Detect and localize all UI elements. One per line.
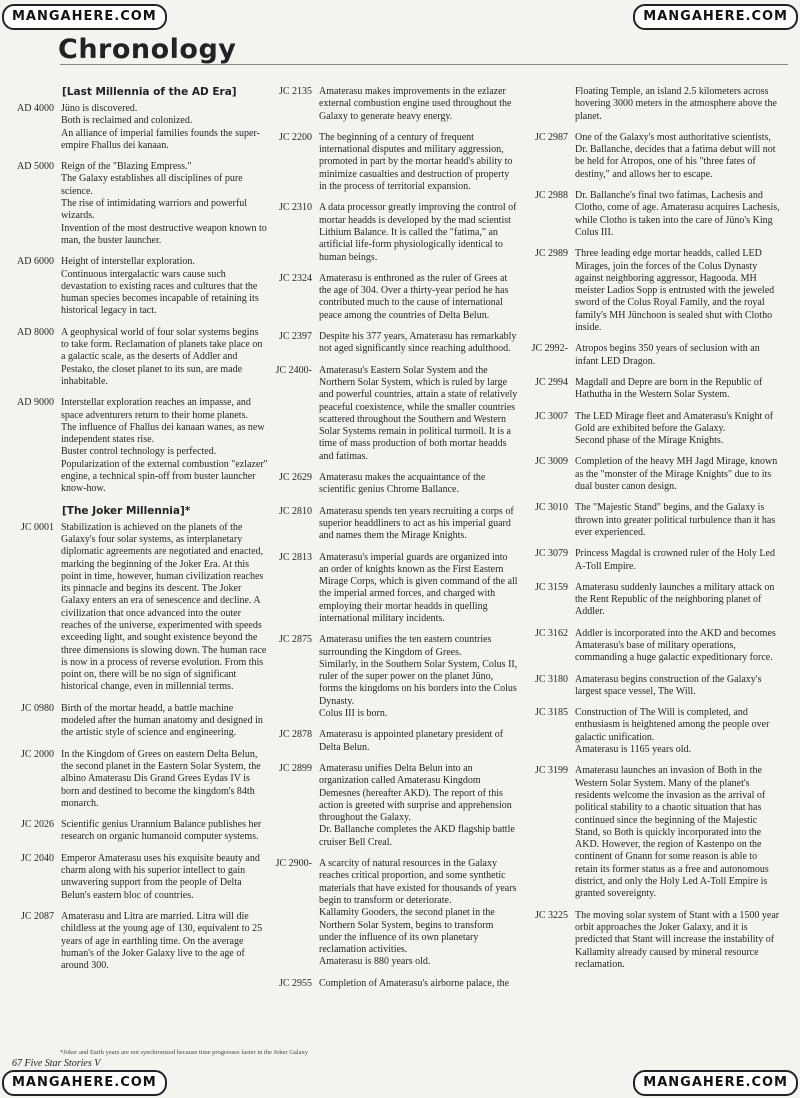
entry-text: Amaterasu and Litra are married. Litra will die childless at the young age of 130, equivalent to 25 years of age in earthling time. On the average human's of the Joker Galaxy live to the age of around 300. (61, 910, 263, 972)
timeline-entry (10, 819, 268, 844)
timeline-entry (524, 377, 782, 402)
entry-text: Jüno is discovered. Both is reclaimed and colonized. An alliance of imperial families founds the super-empire Fhallus dei kanaan. (61, 103, 260, 151)
entry-text: Princess Magdal is crowned ruler of the Holy Led A-Toll Empire. (575, 548, 775, 572)
entry-text: Amaterasu makes improvements in the ezlazer external combustion engine used throughout the Galaxy to generate heavy energy. (319, 86, 512, 122)
entry-year: JC 2324 (278, 272, 312, 284)
entry-year: AD 9000 (17, 397, 54, 409)
entry-year: JC 3007 (534, 410, 568, 422)
timeline-entry (268, 978, 518, 990)
chronology-column-right (524, 86, 782, 980)
entry-text: Amaterasu makes the acquaintance of the scientific genius Chrome Ballance. (319, 472, 486, 496)
entry-year: JC 2899 (278, 762, 312, 774)
timeline-entry (524, 548, 782, 573)
entry-text: Three leading edge mortar headds, called LED Mirages, join the forces of the Colus Dynasty against neighboring aggressor, Hagooda. MH meister Ladios Sopp is entrusted with the jeweled sword of the Colus Royal Family, and the royal family's MH Jünchoon is sealed shut with Clotho inside. (575, 248, 775, 334)
section-heading: [Last Millennia of the AD Era] (62, 86, 237, 98)
timeline-entry (268, 86, 518, 123)
entry-year: JC 3010 (534, 502, 568, 514)
entry-year: JC 2987 (534, 131, 568, 143)
timeline-entry (524, 582, 782, 619)
entry-text: Completion of the heavy MH Jagd Mirage, known as the "monster of the Mirage Knights" due to its dual buster canon design. (575, 456, 778, 493)
watermark: MANGAHERE.COM (2, 1070, 167, 1096)
entry-text: Scientific genius Urannium Balance publishes her research on organic humanoid computer systems. (61, 819, 262, 843)
entry-year: JC 2397 (278, 331, 312, 343)
entry-text: Interstellar exploration reaches an impasse, and space adventurers return to their home planets. The influence of Fhallus dei kanaan wanes, as new independent states rise. Buster control technology is perfected. Popularization of the external combustion "ezlazer" engine, a technical spin-off from buster launcher know-how. (61, 397, 268, 495)
timeline-entry (268, 472, 518, 497)
page-title: Chronology (58, 34, 237, 65)
watermark: MANGAHERE.COM (633, 1070, 798, 1096)
entry-year: JC 0980 (20, 702, 54, 714)
timeline-entry (10, 397, 268, 495)
entry-text: Magdall and Depre are born in the Republic of Hathutha in the Western Solar System. (575, 376, 763, 401)
timeline-entry (524, 674, 782, 699)
footnote: *Joker and Earth years are not synchronized because time progresses faster in the Joker Galaxy (60, 1049, 308, 1056)
timeline-entry (524, 132, 782, 181)
entry-year: JC 2200 (278, 131, 312, 143)
section-heading: [The Joker Millennia]* (62, 504, 191, 517)
timeline-entry (10, 749, 268, 810)
entry-text: In the Kingdom of Grees on eastern Delta Belun, the second planet in the Eastern Solar System, the albino Amaterasu Dis Grand Grees Eydas IV is born and destined to become the kingdom's 84th monarch. (61, 748, 261, 809)
entry-year: JC 3009 (534, 456, 568, 468)
timeline-entry (10, 911, 268, 972)
entry-text: Height of interstellar exploration. Continuous intergalactic wars cause such devastation to existing races and cultures that the human species becomes incapable of retaining its historical legacy in tact. (61, 256, 259, 317)
timeline-entry (524, 765, 782, 900)
entry-year: JC 2000 (20, 748, 54, 760)
entry-text: Construction of The Will is completed, and enthusiasm is heightened among the people over galactic unification. Amaterasu is 1165 years old. (575, 707, 770, 756)
entry-text: A geophysical world of four solar systems begins to take form. Reclamation of planets take place on a galactic scale, as the deserts of Addler and Pestako, the closet planet to its sun, are made inhabitable. (61, 326, 263, 387)
entry-text: Stabilization is achieved on the planets of the Galaxy's four solar systems, as interplanetary diplomatic agreements are negotiated and enacted, marking the beginning of the Joker Era. At this point in time, however, human civilization reaches its pinnacle and begins its descent. The Joker Galaxy enters an era of senescence and decline. A civilization that once advanced into the outer reaches of the universe, experimented with speeds exceeding light, and sought existence beyond the three dimensions is slowing down. The human race is now in a process of reverse evolution. From this point on, there will be no sign of significant historical change, even in millennial terms. (61, 521, 267, 693)
entry-text: A data processor greatly improving the control of mortar headds is developed by the mad scientist Lithium Balance. It is called the "fatima," an artificial life-form physiologically identical to human beings. (319, 202, 517, 263)
timeline-entry (10, 522, 268, 694)
entry-text: A scarcity of natural resources in the Galaxy reaches critical proportion, and some synthetic materials that have existed for thousands of years begin to transform or deteriorate. Kallamity Gooders, the second planet in the Northern Solar System, begins to transform under the influence of its own planetary reclamation activities. Amaterasu is 880 years old. (319, 858, 517, 968)
entry-year: JC 3162 (534, 627, 568, 639)
entry-text: Birth of the mortar headd, a battle machine modeled after the human anatomy and designed in the artistic style of science and engineering. (61, 702, 263, 739)
entry-text: Reign of the "Blazing Empress." The Galaxy establishes all disciplines of pure science. The rise of intimidating warriors and powerful wizards. Invention of the most destructive weapon known to man, the buster launcher. (61, 161, 267, 246)
entry-text: Completion of Amaterasu's airborne palace, the (319, 977, 510, 989)
entry-text: The beginning of a century of frequent international disputes and military aggression, promoted in part by the mortar headd's ability to minimize casualties and destruction of property in the process of territorial expansion. (319, 131, 513, 193)
timeline-entry (10, 256, 268, 317)
timeline-entry (10, 103, 268, 152)
entry-year: AD 5000 (17, 161, 54, 173)
entry-year: JC 3079 (534, 548, 568, 560)
entry-text: The "Majestic Stand" begins, and the Galaxy is thrown into greater political turbulence than it has ever experienced. (575, 502, 776, 538)
entry-year: JC 2040 (20, 852, 54, 864)
timeline-entry (524, 248, 782, 334)
entry-year: JC 2400- (275, 364, 312, 376)
entry-year: JC 2878 (278, 729, 312, 741)
entry-year: AD 6000 (17, 256, 54, 268)
timeline-entry (268, 552, 518, 626)
timeline-entry (10, 703, 268, 740)
entry-year: JC 3180 (534, 673, 568, 685)
entry-text: Amaterasu is enthroned as the ruler of Grees at the age of 304. Over a thirty-year period he has contributed much to the cause of international peace among the countries of Delta Belun. (319, 272, 509, 321)
entry-text: The LED Mirage fleet and Amaterasu's Knight of Gold are exhibited before the Galaxy. Second phase of the Mirage Knights. (575, 410, 774, 447)
entry-year: JC 2813 (278, 551, 312, 563)
entry-text: Amaterasu is appointed planetary president of Delta Belun. (319, 729, 504, 753)
entry-year: JC 2087 (20, 910, 54, 922)
entry-text: Addler is incorporated into the AKD and becomes Amaterasu's base of military operations, commanding a huge galactic expeditionary force. (575, 627, 776, 664)
entry-year: JC 3159 (534, 581, 568, 593)
entry-text: Amaterasu's Eastern Solar System and the Northern Solar System, which is ruled by large and powerful countries, attain a state of relatively peaceful coexistence, while the smaller countries scattered throughout the Southern and Western Solar Systems remain in political turmoil. It is a time of mass production of both mortar headds and fatimas. (319, 364, 518, 462)
entry-year: JC 3185 (534, 707, 568, 719)
entry-text: Amaterasu spends ten years recruiting a corps of superior headdliners to act as his imperial guard and names them the Mirage Knights. (319, 505, 514, 542)
timeline-entry (268, 202, 518, 263)
chronology-column-left (10, 86, 268, 981)
entry-year: JC 2310 (278, 202, 312, 214)
entry-text: Amaterasu's imperial guards are organized into an order of knights known as the First Eastern Mirage Corps, which is given command of the all the imperial armed forces, and charged with employing their mortar headds in quelling international military incidents. (319, 551, 518, 624)
page-number: 67 Five Star Stories V (12, 1058, 101, 1069)
entry-text: Amaterasu unifies Delta Belun into an organization called Amaterasu Kingdom Demesnes (hereafter AKD). The report of this action is greeted with surprise and apprehension throughout the Galaxy. Dr. Ballanche completes the AKD flagship battle cruiser Bell Creal. (319, 762, 515, 848)
timeline-entry (524, 343, 782, 368)
entry-year: JC 2135 (278, 86, 312, 97)
entry-text: Dr. Ballanche's final two fatimas, Lachesis and Clotho, come of age. Amaterasu acquires Lachesis, while Clotho is taken into the care of Jüno's King Colus III. (575, 190, 780, 238)
entry-year: JC 2900- (275, 858, 312, 870)
timeline-entry (268, 763, 518, 849)
entry-text: Amaterasu unifies the ten eastern countries surrounding the Kingdom of Grees. Similarly, in the Southern Solar System, Colus II, ruler of the super power on the planet Jüno, forms the kingdoms on his borders into the Colus Dynasty. Colus III is born. (319, 634, 518, 720)
entry-year: JC 2955 (278, 977, 312, 989)
chronology-column-middle (268, 86, 518, 999)
timeline-entry (10, 853, 268, 902)
timeline-entry (268, 506, 518, 543)
timeline-entry (524, 411, 782, 448)
entry-year: JC 2989 (534, 248, 568, 260)
timeline-entry (268, 273, 518, 322)
entry-year: AD 4000 (17, 103, 54, 114)
entry-year: JC 2629 (278, 472, 312, 484)
timeline-entry (524, 190, 782, 239)
timeline-entry (268, 729, 518, 754)
entry-text: Amaterasu launches an invasion of Both in the Western Solar System. Many of the planet's residents welcome the invasion as the arrival of political stability to a chaotic situation that has continued since the beginning of the Majestic Stand, so Both is quickly incorporated into the AKD. However, the region of Kastenpo on the continent of Gnann for some reason is able to retain its former status as a free and autonomous district, and only the Holy Led A-Toll Empire is granted sovereignty. (575, 765, 769, 900)
entry-year: JC 2988 (534, 190, 568, 202)
timeline-entry (268, 858, 518, 969)
timeline-entry (524, 910, 782, 971)
timeline-entry (524, 456, 782, 493)
entry-year: JC 2875 (278, 634, 312, 646)
entry-text: Atropos begins 350 years of seclusion with an infant LED Dragon. (575, 343, 760, 367)
entry-text: Despite his 377 years, Amaterasu has remarkably not aged significantly since reaching adulthood. (319, 331, 517, 355)
entry-year: JC 2026 (20, 819, 54, 831)
watermark: MANGAHERE.COM (633, 4, 798, 30)
entry-year: JC 2810 (278, 505, 312, 517)
title-divider (60, 64, 788, 65)
entry-year: JC 3225 (534, 909, 568, 921)
timeline-entry (268, 132, 518, 193)
timeline-entry (10, 161, 268, 247)
entry-year: JC 3199 (534, 765, 568, 777)
entry-text: Amaterasu begins construction of the Galaxy's largest space vessel, The Will. (575, 673, 762, 697)
entry-year: JC 0001 (20, 521, 54, 533)
timeline-entry (10, 327, 268, 388)
entry-year: AD 8000 (17, 326, 54, 338)
timeline-entry (524, 502, 782, 539)
entry-text: The moving solar system of Stant with a 1500 year orbit approaches the Joker Galaxy, and it is predicted that Stant will increase the instability of Kallamity already caused by mineral resource reclamation. (575, 909, 780, 970)
entry-text: Floating Temple, an island 2.5 kilometers across hovering 3000 meters in the atmosphere above the planet. (575, 86, 777, 122)
entry-text: One of the Galaxy's most authoritative scientists, Dr. Ballanche, decides that a fatima debut will not be held for Atropos, one of his "three fates of destiny," and allows her to escape. (575, 131, 776, 180)
entry-year: JC 2994 (534, 376, 568, 388)
entry-text: Amaterasu suddenly launches a military attack on the Rent Republic of the neighboring planet of Addler. (575, 581, 775, 618)
timeline-entry (268, 365, 518, 463)
timeline-entry (524, 86, 782, 123)
timeline-entry (268, 331, 518, 356)
entry-text: Emperor Amaterasu uses his exquisite beauty and charm along with his superior intellect to gain unwavering support from the people of Delta Belun's eastern bloc of countries. (61, 852, 260, 901)
entry-year: JC 2992- (531, 343, 568, 355)
timeline-entry (524, 628, 782, 665)
timeline-entry (524, 707, 782, 756)
watermark: MANGAHERE.COM (2, 4, 167, 30)
timeline-entry (268, 634, 518, 720)
